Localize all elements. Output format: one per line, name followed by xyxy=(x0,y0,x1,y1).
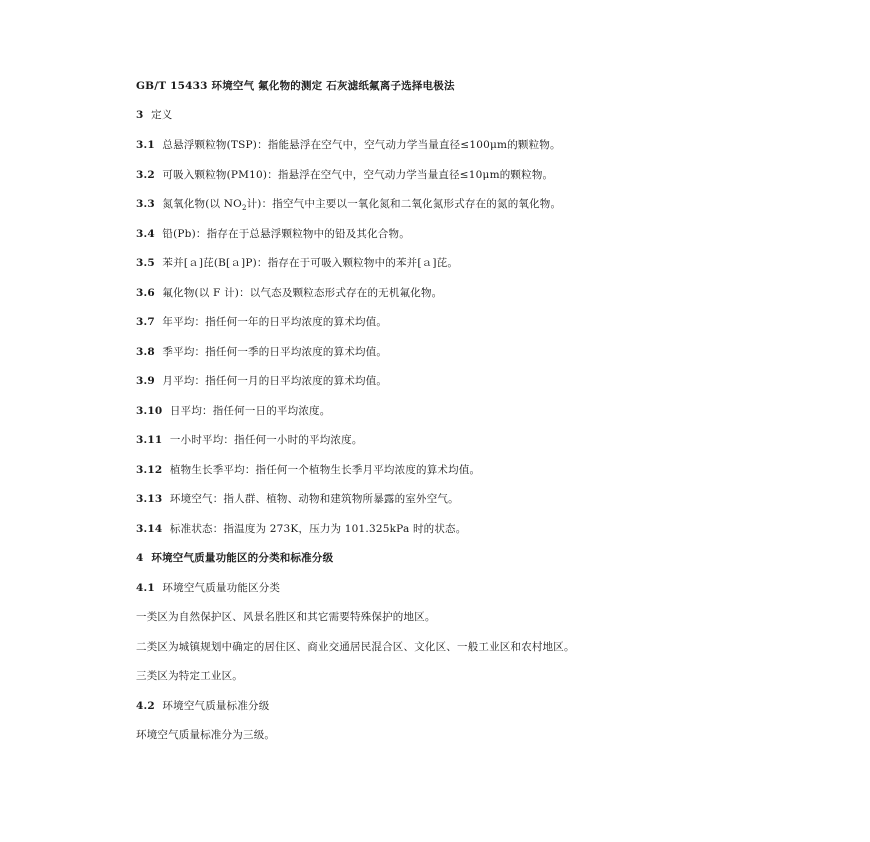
definition-3-5 xyxy=(136,256,458,270)
definition-number: 3.2 xyxy=(136,169,155,181)
subsection-number: 4.1 xyxy=(136,582,155,594)
definition-number: 3.3 xyxy=(136,198,155,210)
definition-number: 3.6 xyxy=(136,287,155,299)
definition-number: 3.4 xyxy=(136,228,155,240)
definition-number: 3.12 xyxy=(136,464,163,476)
definition-3-12 xyxy=(136,463,480,477)
definition-3-4 xyxy=(136,227,410,241)
definition-number: 3.10 xyxy=(136,405,163,417)
section-4-heading xyxy=(136,551,333,565)
definition-3-2 xyxy=(136,168,553,182)
definition-number: 3.14 xyxy=(136,523,163,535)
definition-text: 环境空气：指人群、植物、动物和建筑物所暴露的室外空气。 xyxy=(169,493,459,505)
subsection-4-1-heading xyxy=(136,581,280,595)
definition-3-9 xyxy=(136,374,387,388)
section-number: 4 xyxy=(136,552,144,564)
definition-3-13 xyxy=(136,492,459,506)
definition-text: 氟化物(以 F 计)：以气态及颗粒态形式存在的无机氟化物。 xyxy=(162,287,443,299)
definition-3-14 xyxy=(136,522,466,536)
definition-number: 3.5 xyxy=(136,257,155,269)
definition-text: 铅(Pb)：指存在于总悬浮颗粒物中的铅及其化合物。 xyxy=(162,228,410,240)
section-title: 环境空气质量功能区的分类和标准分级 xyxy=(151,552,334,564)
definition-number: 3.8 xyxy=(136,346,155,358)
definition-text: 一小时平均：指任何一小时的平均浓度。 xyxy=(169,434,363,446)
class-3-paragraph: 三类区为特定工业区。 xyxy=(136,670,243,682)
definition-3-8 xyxy=(136,345,387,359)
definition-3-10 xyxy=(136,404,330,418)
definition-3-7 xyxy=(136,315,387,329)
definition-text: 可吸入颗粒物(PM10)：指悬浮在空气中，空气动力学当量直径≤10μm的颗粒物。 xyxy=(162,169,554,181)
subsection-title: 环境空气质量功能区分类 xyxy=(162,582,281,594)
definition-number: 3.13 xyxy=(136,493,163,505)
definition-text: 日平均：指任何一日的平均浓度。 xyxy=(169,405,331,417)
definition-number: 3.11 xyxy=(136,434,163,446)
definition-text: 氮氧化物(以 $NO_2$计)：指空气中主要以一氧化氮和二氧化氮形式存在的氮的氧化物。 xyxy=(162,198,562,213)
section-title: 定义 xyxy=(151,109,173,121)
subsection-4-2-heading xyxy=(136,699,269,713)
definition-text: 总悬浮颗粒物(TSP)：指能悬浮在空气中，空气动力学当量直径≤100μm的颗粒物。 xyxy=(162,139,561,151)
definition-3-3 xyxy=(136,197,561,211)
subsection-title: 环境空气质量标准分级 xyxy=(162,700,270,712)
class-1-paragraph: 一类区为自然保护区、风景名胜区和其它需要特殊保护的地区。 xyxy=(136,611,436,623)
definition-number: 3.9 xyxy=(136,375,155,387)
definition-text: 苯并[ａ]芘(B[ａ]P)：指存在于可吸入颗粒物中的苯并[ａ]芘。 xyxy=(162,257,459,269)
subscript: 2 xyxy=(241,204,247,213)
definition-3-11 xyxy=(136,433,363,447)
section-number: 3 xyxy=(136,109,144,121)
definition-number: 3.7 xyxy=(136,316,155,328)
grades-paragraph: 环境空气质量标准分为三级。 xyxy=(136,729,276,741)
class-2-paragraph: 二类区为城镇规划中确定的居住区、商业交通居民混合区、文化区、一般工业区和农村地区。 xyxy=(136,641,575,653)
definition-text: 月平均：指任何一月的日平均浓度的算术均值。 xyxy=(162,375,388,387)
document-header: GB/T 15433 环境空气 氟化物的测定 石灰滤纸氟离子选择电极法 xyxy=(136,80,455,92)
subsection-number: 4.2 xyxy=(136,700,155,712)
definition-text: 植物生长季平均：指任何一个植物生长季月平均浓度的算术均值。 xyxy=(169,464,481,476)
definition-text: 季平均：指任何一季的日平均浓度的算术均值。 xyxy=(162,346,388,358)
definition-number: 3.1 xyxy=(136,139,155,151)
section-3-heading xyxy=(136,108,172,122)
definition-3-1 xyxy=(136,138,561,152)
definition-text: 标准状态：指温度为 273K，压力为 101.325kPa 时的状态。 xyxy=(169,523,467,535)
definition-3-6 xyxy=(136,286,442,300)
definition-text: 年平均：指任何一年的日平均浓度的算术均值。 xyxy=(162,316,388,328)
